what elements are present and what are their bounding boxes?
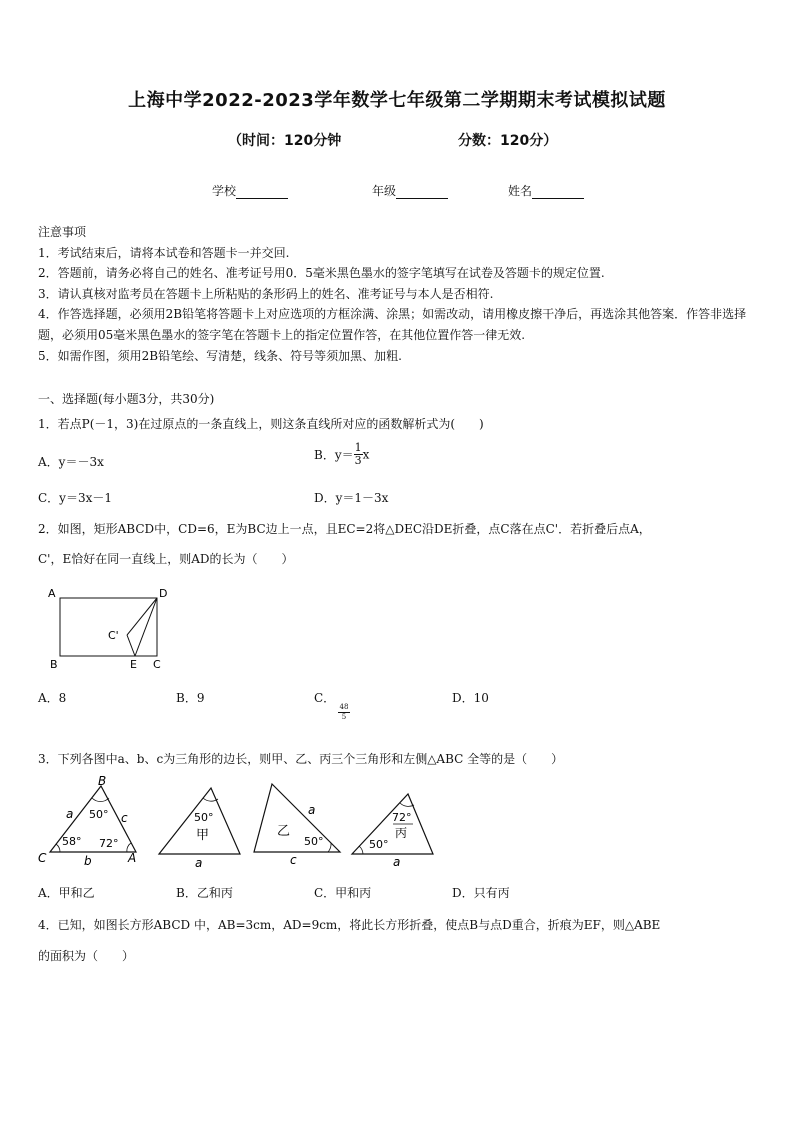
q3-side-a: a (66, 807, 74, 821)
q2-label-d: D (159, 587, 168, 600)
q3-option-c: C．甲和丙 (314, 886, 372, 900)
q3-stem: 3．下列各图中a、b、c为三角形的边长，则甲、乙、丙三个三角形和左侧△ABC 全等的是（ ） (38, 752, 564, 766)
q2-rectangle-figure (40, 582, 180, 674)
q3-triangle-bing (352, 794, 433, 854)
name-field (508, 182, 584, 199)
q1-option-b (314, 442, 369, 467)
q3-label-a: A (128, 851, 137, 865)
q3-option-a: A．甲和乙 (38, 886, 95, 900)
q3-yi-angle-value: 50° (304, 835, 324, 848)
q2-label-b: B (50, 658, 58, 671)
grade-blank (396, 187, 448, 199)
notes-heading: 注意事项 (38, 225, 87, 239)
q1-option-a: A．y＝－3x (38, 455, 104, 469)
section-heading: 一、选择题(每小题3分，共30分) (38, 392, 215, 406)
time-label: （时间：120分钟 (228, 133, 342, 149)
school-field (212, 182, 288, 199)
q3-label-b: B (98, 774, 107, 788)
q3-label-c: C (38, 851, 47, 865)
q2-label-e: E (130, 658, 137, 671)
note-item: 3．请认真核对监考员在答题卡上所粘贴的条形码上的姓名、准考证号与本人是否相符. (38, 286, 494, 301)
score-label: 分数：120分） (458, 133, 558, 149)
q3-triangle-yi (254, 784, 340, 852)
q2-option-b: B．9 (176, 691, 205, 705)
q3-side-b: b (84, 854, 92, 868)
q1-option-c: C．y＝3x－1 (38, 491, 112, 505)
q2-line-dc-prime (127, 598, 157, 635)
q3-jia-angle-value: 50° (194, 811, 214, 824)
q3-option-b: B．乙和丙 (176, 886, 233, 900)
q2-label-c-prime: C' (108, 629, 119, 642)
q3-jia-side-a: a (195, 856, 203, 870)
q1-b-fraction (354, 442, 363, 467)
grade-field (372, 182, 448, 199)
grade-label: 年级 (372, 184, 397, 198)
q4-stem-line2: 的面积为（ ） (38, 949, 135, 963)
q3-option-d: D．只有丙 (452, 886, 510, 900)
q2-label-a: A (48, 587, 56, 600)
q3-triangles-figure (32, 772, 452, 870)
school-label: 学校 (212, 184, 237, 198)
q3-yi-label: 乙 (277, 824, 291, 839)
q3-side-c: c (121, 811, 128, 825)
q2-line-de (135, 598, 157, 656)
q3-yi-side-a: a (308, 803, 316, 817)
q1-b-num: 1 (354, 441, 362, 454)
q3-angle-c-arc (56, 844, 60, 852)
q3-bing-angle1-value: 72° (392, 811, 412, 824)
q2-option-c: C． (314, 691, 336, 705)
q3-jia-label: 甲 (196, 828, 210, 843)
q4-stem-line1: 4．已知，如图长方形ABCD 中，AB=3cm，AD=9cm，将此长方形折叠，使点B与点D重合，折痕为EF，则△ABE (38, 918, 661, 932)
q2-c-fraction (338, 703, 350, 722)
name-label: 姓名 (508, 184, 533, 198)
q3-bing-bottom-arc (359, 846, 363, 854)
q3-yi-angle-arc (328, 843, 331, 852)
q2-c-num: 48 (339, 703, 349, 711)
q2-label-c: C (153, 658, 161, 671)
q1-option-d: D．y＝1－3x (314, 491, 389, 505)
name-blank (532, 187, 584, 199)
note-item: 1．考试结束后，请将本试卷和答题卡一并交回. (38, 245, 290, 260)
q1-b-suffix: x (362, 447, 370, 462)
q2-line-c-prime-e (127, 635, 135, 656)
q3-bing-angle2-value: 50° (369, 838, 389, 851)
q3-bing-side-a: a (393, 855, 401, 869)
q2-rectangle (60, 598, 157, 656)
q3-bing-label: 丙 (395, 826, 408, 840)
q2-stem-line1: 2．如图，矩形ABCD中，CD=6，E为BC边上一点，且EC=2将△DEC沿DE折叠，点C落在点C'．若折叠后点A， (38, 522, 651, 536)
note-item: 5．如需作图，须用2B铅笔绘、写清楚，线条、符号等须加黑、加粗. (38, 348, 402, 363)
q3-angle-b-arc (92, 798, 109, 802)
note-item: 2．答题前，请务必将自己的姓名、准考证号用0．5毫米黑色墨水的签字笔填写在试卷及答题卡的规定位置. (38, 266, 605, 281)
school-blank (236, 187, 288, 199)
q2-option-d: D．10 (452, 691, 489, 705)
q3-angle-b-value: 50° (89, 808, 109, 821)
note-item: 4．作答选择题，必须用2B铅笔将答题卡上对应选项的方框涂满、涂黑；如需改动，请用橡皮擦干净后，再选涂其他答案．作答非选择题，必须用05毫米黑色墨水的签字笔在答题卡上的指定位置作答，在其他位置作答一律无效. (38, 307, 747, 342)
q1-b-den: 3 (354, 454, 362, 467)
q1-stem: 1．若点P(－1，3)在过原点的一条直线上，则这条直线所对应的函数解析式为( ) (38, 417, 484, 431)
exam-title: 上海中学2022-2023学年数学七年级第二学期期末考试模拟试题 (128, 90, 666, 111)
q3-yi-side-c: c (290, 853, 297, 867)
q3-angle-c-value: 58° (62, 835, 82, 848)
q3-angle-a-value: 72° (99, 837, 119, 850)
q1-b-prefix: B．y＝ (314, 448, 354, 462)
q2-c-den: 5 (341, 713, 347, 721)
q2-stem-line2: C'，E恰好在同一直线上，则AD的长为（ ） (38, 552, 294, 566)
q2-option-a: A．8 (38, 691, 67, 705)
notes-block (38, 222, 758, 366)
